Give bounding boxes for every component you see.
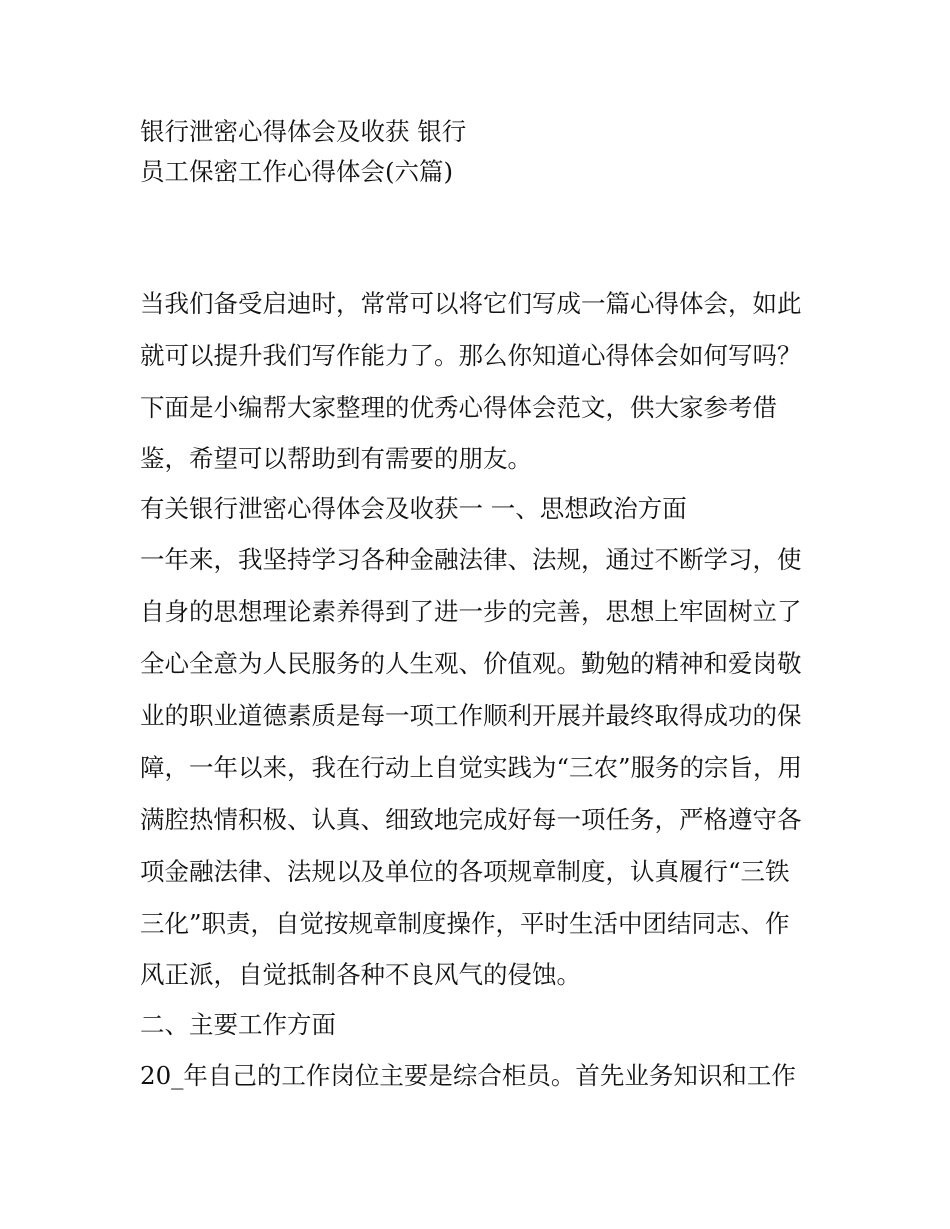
document-body [140, 278, 840, 1102]
section1-line-2: 自身的思想理论素养得到了进一步的完善，思想上牢固树立了 [140, 597, 802, 626]
section2-heading-text: 二、主要工作方面 [140, 1010, 336, 1039]
document-title [140, 112, 840, 192]
section1-line-6: 满腔热情积极、认真、细致地完成好每一项任务，严格遵守各 [140, 805, 802, 834]
section2-line-1: 20_年自己的工作岗位主要是综合柜员。首先业务知识和工作 [140, 1061, 796, 1090]
section1-line-8: 三化”职责，自觉按规章制度操作，平时生活中团结同志、作 [140, 909, 790, 938]
section1-heading [140, 484, 840, 534]
intro-line-3: 下面是小编帮大家整理的优秀心得体会范文，供大家参考借 [140, 393, 777, 422]
intro-paragraph [140, 278, 840, 484]
section1-line-1: 一年来，我坚持学习各种金融法律、法规，通过不断学习，使 [140, 545, 802, 574]
section1-heading-text: 有关银行泄密心得体会及收获一 一、思想政治方面 [140, 494, 687, 523]
section1-line-7: 项金融法律、法规以及单位的各项规章制度，认真履行“三铁 [140, 857, 790, 886]
section1-line-3: 全心全意为人民服务的人生观、价值观。勤勉的精神和爱岗敬 [140, 649, 802, 678]
intro-line-4: 鉴，希望可以帮助到有需要的朋友。 [140, 444, 532, 473]
section1-paragraph [140, 534, 840, 1000]
section1-line-9: 风正派，自觉抵制各种不良风气的侵蚀。 [140, 960, 581, 989]
section1-line-5: 障，一年以来，我在行动上自觉实践为“三农”服务的宗旨，用 [140, 753, 803, 782]
section2-heading [140, 1000, 840, 1050]
title-line-2: 员工保密工作心得体会(六篇) [140, 157, 454, 186]
section1-line-4: 业的职业道德素质是每一项工作顺利开展并最终取得成功的保 [140, 701, 802, 730]
intro-line-1: 当我们备受启迪时，常常可以将它们写成一篇心得体会，如此 [140, 289, 802, 318]
section2-paragraph [140, 1050, 840, 1102]
title-line-1: 银行泄密心得体会及收获 银行 [140, 117, 467, 146]
intro-line-2: 就可以提升我们写作能力了。那么你知道心得体会如何写吗？ [140, 341, 802, 370]
